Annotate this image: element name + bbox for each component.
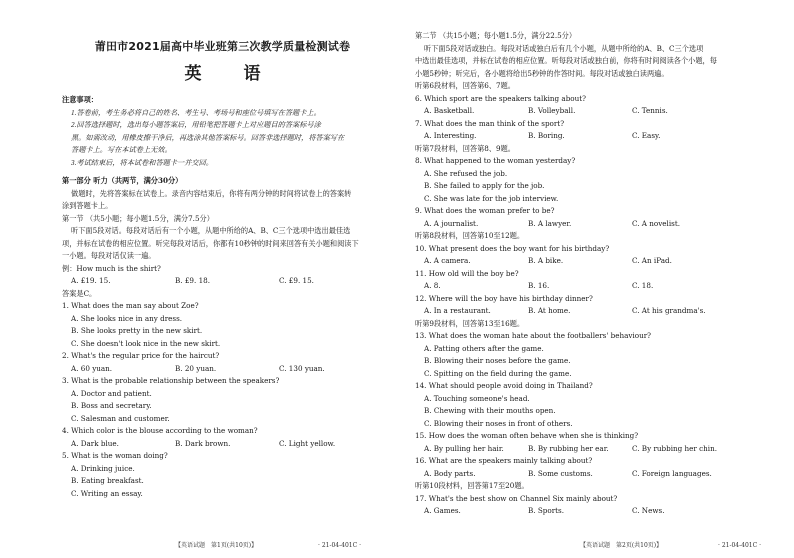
question-list bbox=[62, 300, 383, 500]
option: C. By rubbing her chin. bbox=[632, 443, 717, 453]
options-row bbox=[415, 505, 780, 518]
option: B. She looks pretty in the new skirt. bbox=[71, 326, 203, 335]
question-stem: 16. What are the speakers mainly talking about? bbox=[415, 456, 593, 465]
question-stem: 14. What should people avoid doing in Thailand? bbox=[415, 381, 593, 390]
option: C. An iPad. bbox=[632, 256, 672, 265]
section1-intro: 项，并标在试卷的相应位置。听完每段对话后，你都有10秒钟的时间来回答有关小题和阅读下 bbox=[62, 238, 359, 248]
section2-title: 第二节 （共15小题；每小题1.5分，满分22.5分） bbox=[415, 31, 577, 40]
option: B. A bike. bbox=[528, 256, 564, 265]
question-stem: 7. What does the man think of the sport? bbox=[415, 118, 565, 128]
question-list bbox=[415, 80, 780, 518]
notice-item: 1.答卷前，考生务必将自己的姓名、考生号、考场号和座位号填写在答题卡上。 bbox=[71, 108, 321, 117]
question-stem: 1. What does the man say about Zoe? bbox=[62, 301, 199, 310]
options-row bbox=[415, 218, 780, 231]
option: A. Body parts. bbox=[424, 468, 476, 478]
option: B. £9. 18. bbox=[175, 276, 210, 285]
option: C. Salesman and customer. bbox=[71, 413, 170, 423]
option: A. 60 yuan. bbox=[71, 363, 113, 373]
notice-item: 3.考试结束后，将本试卷和答题卡一并交回。 bbox=[71, 158, 213, 167]
option: B. Dark brown. bbox=[175, 438, 231, 448]
option: B. Volleyball. bbox=[528, 106, 576, 115]
section-note: 听第10段材料，回答第17至20题。 bbox=[415, 481, 529, 490]
example-question: 例：How much is the shirt? bbox=[62, 263, 161, 273]
option: B. Boring. bbox=[528, 131, 565, 140]
option: C. Spitting on the field during the game. bbox=[424, 368, 572, 378]
options-row bbox=[415, 443, 780, 456]
option: A. Games. bbox=[424, 506, 461, 515]
page-code: · 21-04-401C · bbox=[318, 542, 361, 549]
option: C. At his grandma's. bbox=[632, 306, 706, 315]
question-stem: 8. What happened to the woman yesterday? bbox=[415, 156, 576, 165]
options-row bbox=[415, 305, 780, 318]
exam-title: 莆田市2021届高中毕业班第三次教学质量检测试卷 bbox=[94, 40, 351, 53]
option: A. Interesting. bbox=[424, 131, 477, 140]
option: B. Sports. bbox=[528, 506, 565, 515]
option: C. A novelist. bbox=[632, 218, 681, 228]
notice-list bbox=[62, 107, 383, 170]
page-footer: 【英语试题 第2页(共10页)】 bbox=[580, 542, 663, 549]
option: C. £9. 15. bbox=[279, 276, 314, 285]
option: B. A lawyer. bbox=[528, 218, 572, 228]
option: A. She refused the job. bbox=[424, 168, 508, 178]
option: A. A camera. bbox=[424, 256, 471, 265]
option: C. Blowing their noses in front of others. bbox=[424, 418, 573, 428]
page-code: · 21-04-401C · bbox=[718, 542, 761, 549]
option: C. 18. bbox=[632, 281, 654, 290]
question-stem: 15. How does the woman often behave when she is thinking? bbox=[415, 431, 639, 440]
section-note: 听第8段材料，回答第10至12题。 bbox=[415, 231, 525, 240]
option: C. Easy. bbox=[632, 131, 661, 140]
option: B. Boss and secretary. bbox=[71, 401, 152, 410]
option: A. Basketball. bbox=[424, 106, 475, 115]
question-stem: 9. What does the woman prefer to be? bbox=[415, 206, 555, 215]
example-options bbox=[62, 275, 383, 288]
example-answer: 答案是C。 bbox=[62, 288, 97, 298]
option: A. Doctor and patient. bbox=[71, 388, 152, 398]
option: B. Some customs. bbox=[528, 468, 593, 478]
options-row bbox=[415, 468, 780, 481]
option: A. She looks nice in any dress. bbox=[71, 313, 183, 323]
question-stem: 3. What is the probable relationship between the speakers? bbox=[62, 376, 280, 385]
option: C. Foreign languages. bbox=[632, 468, 712, 478]
question-stem: 11. How old will the boy be? bbox=[415, 268, 519, 278]
section2-intro: 听下面5段对话或独白。每段对话或独白后有几个小题，从题中所给的A、B、C三个选项 bbox=[424, 43, 704, 53]
part1-intro: 做题时，先将答案标在试卷上。录音内容结束后，你将有两分钟的时间将试卷上的答案转 bbox=[71, 188, 352, 198]
option: B. 16. bbox=[528, 281, 550, 290]
options-row bbox=[415, 255, 780, 268]
option: A. Dark blue. bbox=[71, 438, 119, 448]
option: C. Writing an essay. bbox=[71, 488, 143, 498]
question-stem: 5. What is the woman doing? bbox=[62, 451, 168, 460]
notice-item: 答题卡上。写在本试卷上无效。 bbox=[71, 146, 172, 154]
option: B. 20 yuan. bbox=[175, 363, 217, 373]
option: C. 130 yuan. bbox=[279, 363, 325, 373]
option: A. 8. bbox=[424, 281, 441, 290]
notice-item: 2.回答选择题时，选出每小题答案后，用铅笔把答题卡上对应题目的答案标号涂 bbox=[71, 121, 321, 129]
part1-intro: 涂到答题卡上。 bbox=[62, 201, 113, 210]
option: C. She was late for the job interview. bbox=[424, 193, 559, 203]
page-footer: 【英语试题 第1页(共10页)】 bbox=[175, 542, 258, 549]
options-row bbox=[415, 130, 780, 143]
option: C. She doesn't look nice in the new skirt. bbox=[71, 338, 221, 348]
section1-intro: 一小题。每段对话仅读一遍。 bbox=[62, 251, 156, 260]
option: B. She failed to apply for the job. bbox=[424, 181, 545, 190]
question-stem: 4. Which color is the blouse according to the woman? bbox=[62, 426, 258, 435]
section-note: 听第7段材料，回答第8、9题。 bbox=[415, 143, 515, 153]
option: B. At home. bbox=[528, 306, 571, 315]
question-stem: 12. Where will the boy have his birthday dinner? bbox=[415, 293, 593, 303]
question-stem: 17. What's the best show on Channel Six mainly about? bbox=[415, 493, 618, 503]
options-row bbox=[415, 105, 780, 118]
option: B. By rubbing her ear. bbox=[528, 443, 609, 453]
question-stem: 13. What does the woman hate about the footballers' behaviour? bbox=[415, 331, 652, 340]
subject-heading: 英 语 bbox=[184, 64, 279, 84]
option: C. News. bbox=[632, 506, 665, 515]
option: B. Blowing their noses before the game. bbox=[424, 356, 571, 365]
notice-item: 黑。如需改动，用橡皮擦干净后，再选涂其他答案标号。回答非选择题时，将答案写在 bbox=[71, 133, 345, 142]
part1-title: 第一部分 听力（共两节，满分30分） bbox=[62, 176, 183, 185]
question-stem: 10. What present does the boy want for his birthday? bbox=[415, 243, 610, 253]
section2-intro: 小题5秒钟；听完后，各小题将给出5秒钟的作答时间。每段对话或独白读两遍。 bbox=[415, 68, 669, 78]
option: A. Patting others after the game. bbox=[424, 343, 544, 353]
option: B. Chewing with their mouths open. bbox=[424, 406, 556, 415]
section2-intro: 中选出最佳选项，并标在试卷的相应位置。听每段对话或独白前，你将有时间阅读各个小题，每 bbox=[415, 56, 717, 65]
option: C. Tennis. bbox=[632, 106, 668, 115]
options-row bbox=[62, 363, 383, 376]
notice-heading: 注意事项： bbox=[62, 95, 98, 104]
section-note: 听第9段材料，回答第13至16题。 bbox=[415, 318, 525, 328]
option: A. Drinking juice. bbox=[71, 463, 135, 473]
option: A. A journalist. bbox=[424, 218, 479, 228]
option: C. Light yellow. bbox=[279, 438, 336, 448]
option: A. Touching someone's head. bbox=[424, 393, 530, 403]
option: A. In a restaurant. bbox=[424, 306, 491, 315]
options-row bbox=[62, 438, 383, 451]
section1-title: 第一节 （共5小题；每小题1.5分，满分7.5分） bbox=[62, 213, 214, 223]
exam-page-2 bbox=[397, 0, 794, 558]
section-note: 听第6段材料，回答第6、7题。 bbox=[415, 81, 515, 90]
section1-intro: 听下面5段对话。每段对话后有一个小题，从题中所给的A、B、C三个选项中选出最佳选 bbox=[71, 226, 351, 235]
option: B. Eating breakfast. bbox=[71, 476, 144, 485]
options-row bbox=[415, 280, 780, 293]
option: A. £19. 15. bbox=[71, 276, 111, 285]
question-stem: 2. What's the regular price for the haircut? bbox=[62, 351, 220, 360]
option: A. By pulling her hair. bbox=[424, 443, 504, 453]
question-stem: 6. Which sport are the speakers talking about? bbox=[415, 93, 587, 103]
